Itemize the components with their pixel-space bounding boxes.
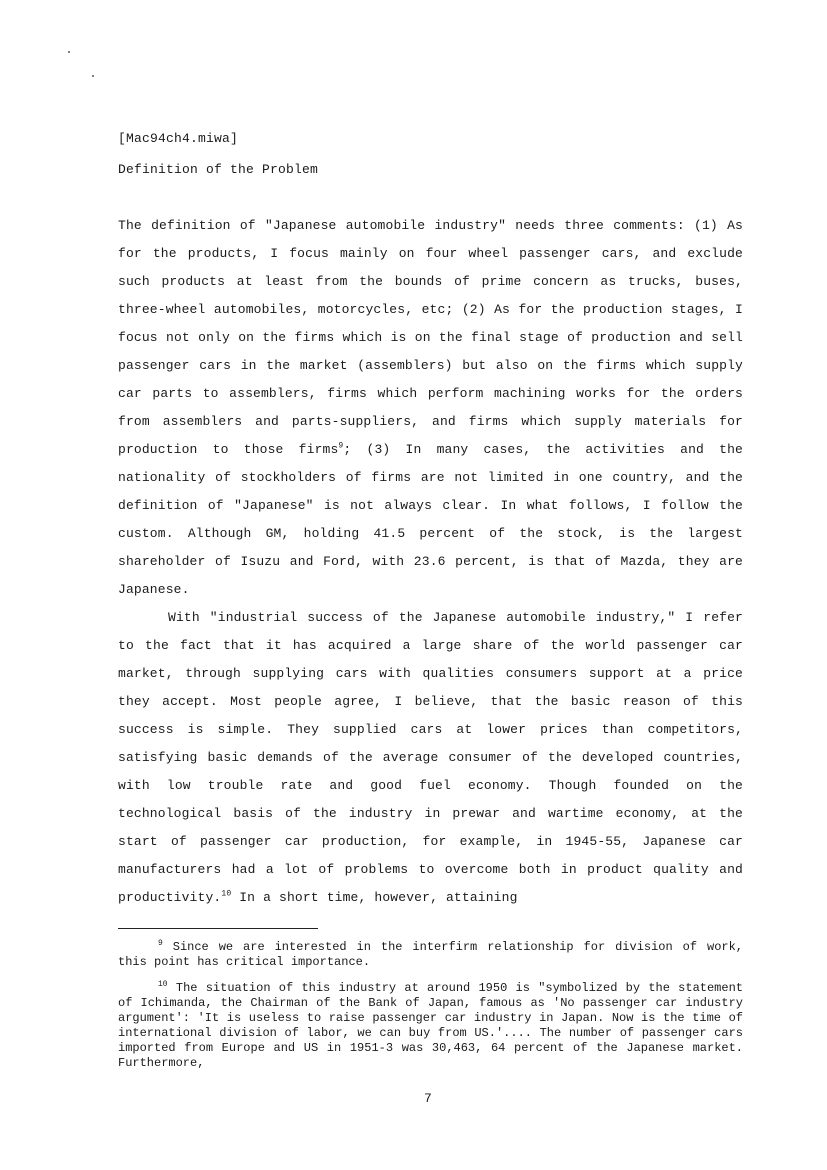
footnote xyxy=(118,981,743,1071)
footnote-reference: 10 xyxy=(221,889,232,899)
paragraph xyxy=(118,604,743,912)
paragraph-text: With "industrial success of the Japanese automobile industry," I refer to the fact that it has acquired a large share of the world passenger car market, through supplying cars with qualities consumers support at a price they accept. Most people agree, I believe, that the basic reason of this success is simple. They supplied cars at lower prices than competitors, satisfying basic demands of the average consumer of the developed countries, with low trouble rate and good fuel economy. Though founded on the technological basis of the industry in prewar and wartime economy, at the start of passenger car production, for example, in 1945-55, Japanese car manufacturers had a lot of problems to overcome both in product quality and productivity. xyxy=(118,610,743,905)
scan-speck xyxy=(68,51,70,53)
paragraph-text: In a short time, however, attaining xyxy=(231,890,518,905)
paragraph-text: The definition of "Japanese automobile industry" needs three comments: (1) As for the products, I focus mainly on four wheel passenger cars, and exclude such products at least from the bounds of prime concern as trucks, buses, three-wheel automobiles, motorcycles, etc; (2) As for the production stages, I focus not only on the firms which is on the final stage of production and sell passenger cars in the market (assemblers) but also on the firms which supply car parts to assemblers, firms which perform machining works for the orders from assemblers and parts-suppliers, and firms which supply materials for production to those firms xyxy=(118,218,743,457)
footnote-reference: 9 xyxy=(338,441,344,451)
footnote xyxy=(118,940,743,970)
footnotes xyxy=(118,940,743,1082)
footnote-separator xyxy=(118,928,318,929)
footnote-marker: 9 xyxy=(158,939,163,948)
paragraph-text: ; (3) In many cases, the activities and the nationality of stockholders of firms are not limited in one country, and the definition of "Japanese" is not always clear. In what follows, I follow the custom. Although GM, holding 41.5 percent of the stock, is the largest shareholder of Isuzu and Ford, with 23.6 percent, is that of Mazda, they are Japanese. xyxy=(118,442,743,597)
footnote-text: Since we are interested in the interfirm relationship for division of work, this point has critical importance. xyxy=(118,940,743,969)
page-number: 7 xyxy=(424,1091,432,1106)
document-filename: [Mac94ch4.miwa] xyxy=(118,131,239,146)
body-text xyxy=(118,212,743,912)
paragraph xyxy=(118,212,743,604)
footnote-text: The situation of this industry at around 1950 is "symbolized by the statement of Ichimanda, the Chairman of the Bank of Japan, famous as 'No passenger car industry argument': 'It is useless to raise passenger car industry in Japan. Now is the time of international division of labor, we can buy from US.'.... The number of passenger cars imported from Europe and US in 1951-3 was 30,463, 64 percent of the Japanese market. Furthermore, xyxy=(118,981,743,1070)
footnote-marker: 10 xyxy=(158,980,168,989)
scan-speck xyxy=(92,75,94,77)
section-heading: Definition of the Problem xyxy=(118,162,319,177)
